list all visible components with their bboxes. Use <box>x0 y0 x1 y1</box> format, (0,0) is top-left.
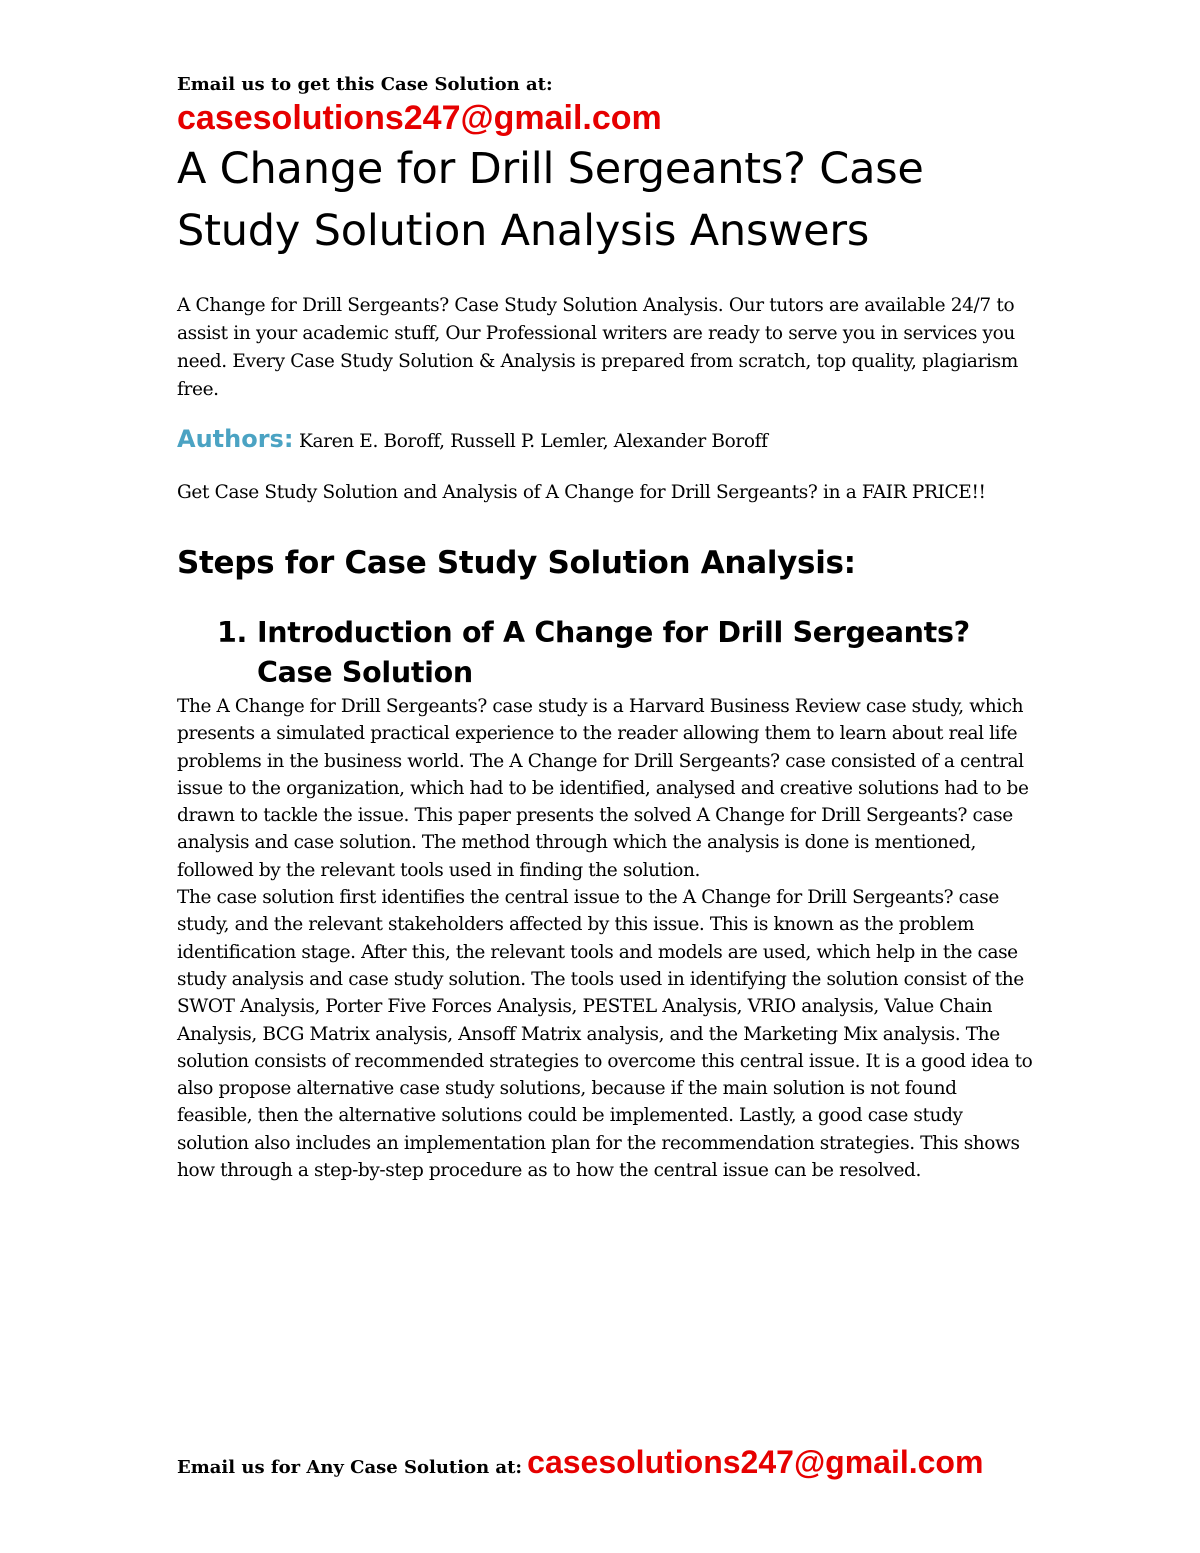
intro-paragraph: A Change for Drill Sergeants? Case Study Solution Analysis. Our tutors are available 24/7 to assist in your academic stuff, Our Professional writers are ready to serve you in services you need. Every Case Study Solution & Analysis is prepared from scratch, top quality, plagiarism free. <box>177 295 1018 400</box>
body-paragraph-2: The case solution first identifies the central issue to the A Change for Drill Sergeants? case study, and the relevant stakeholders affected by this issue. This is known as the problem identification stage. After this, the relevant tools and models are used, which help in the case study analysis and case study solution. The tools used in identifying the solution consist of the SWOT Analysis, Porter Five Forces Analysis, PESTEL Analysis, VRIO analysis, Value Chain Analysis, BCG Matrix analysis, Ansoff Matrix analysis, and the Marketing Mix analysis. The solution consists of recommended strategies to overcome this central issue. It is a good idea to also propose alternative case study solutions, because if the main solution is not found feasible, then the alternative solutions could be implemented. Lastly, a good case study solution also includes an implementation plan for the recommendation strategies. This shows how through a step-by-step procedure as to how the central issue can be resolved. <box>177 887 1033 1182</box>
authors-line <box>177 424 1037 457</box>
footer <box>177 1444 1077 1481</box>
offer-paragraph: Get Case Study Solution and Analysis of A Change for Drill Sergeants? in a FAIR PRICE!! <box>177 482 986 503</box>
footer-email-link[interactable]: casesolutions247@gmail.com <box>527 1444 984 1480</box>
email-intro-text: Email us to get this Case Solution at: <box>177 74 553 95</box>
section-heading-text: Introduction of A Change for Drill Sergeants? Case Solution <box>257 616 970 689</box>
document-page <box>177 72 1037 1184</box>
footer-label: Email us for Any Case Solution at: <box>177 1457 523 1478</box>
body-paragraph-1: The A Change for Drill Sergeants? case study is a Harvard Business Review case study, which presents a simulated practical experience to the reader allowing them to learn about real life problems in the business world. The A Change for Drill Sergeants? case consisted of a central issue to the organization, which had to be identified, analysed and creative solutions had to be drawn to tackle the issue. This paper presents the solved A Change for Drill Sergeants? case analysis and case solution. The method through which the analysis is done is mentioned, followed by the relevant tools used in finding the solution. <box>177 696 1029 881</box>
section-heading <box>177 613 1037 693</box>
document-title: A Change for Drill Sergeants? Case Study Solution Analysis Answers <box>177 144 924 256</box>
steps-heading: Steps for Case Study Solution Analysis: <box>177 545 856 581</box>
section-number: 1. <box>216 616 247 649</box>
authors-label: Authors: <box>177 425 294 453</box>
header-email-link[interactable]: casesolutions247@gmail.com <box>177 99 662 137</box>
authors-names: Karen E. Boroff, Russell P. Lemler, Alexander Boroff <box>298 431 768 452</box>
